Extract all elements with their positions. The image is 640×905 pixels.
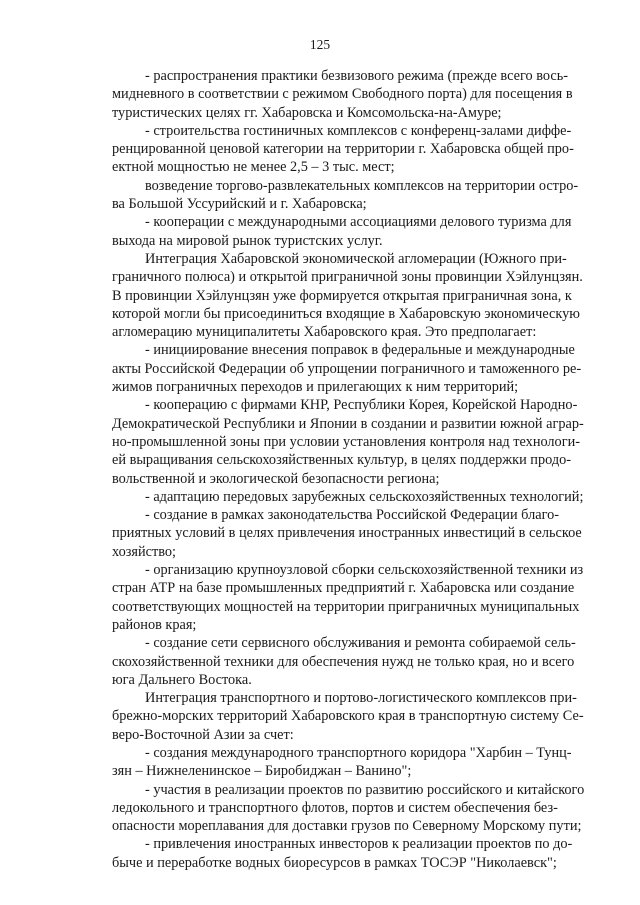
paragraph — [112, 835, 573, 872]
paragraph — [112, 634, 576, 689]
body-text — [112, 67, 585, 872]
text-line: хозяйство; — [112, 543, 176, 560]
text-line: веро-Восточной Азии за счет: — [112, 726, 294, 743]
text-line: быче и переработке водных биоресурсов в рамках ТОСЭР "Николаевск"; — [112, 854, 557, 871]
paragraph — [112, 177, 579, 214]
text-line: ектной мощностью не менее 2,5 – 3 тыс. мест; — [112, 159, 395, 176]
text-line: мидневного в соответствии с режимом Свободного порта) для посещения в — [112, 86, 573, 103]
page-number: 125 — [309, 37, 331, 52]
text-line: граничного полюса) и открытой приграничной зоны провинции Хэйлунцзян. — [112, 269, 583, 286]
paragraph — [112, 122, 574, 177]
text-line: вольственной и экологической безопасности региона; — [112, 470, 440, 487]
text-line: - создание в рамках законодательства Российской Федерации благо- — [145, 507, 559, 524]
text-line: районов края; — [112, 616, 197, 633]
text-line: возведение торгово-развлекательных комплексов на территории остро- — [145, 177, 579, 194]
paragraph — [112, 396, 584, 487]
text-line: жимов пограничных переходов и прилегающих к ним территорий; — [112, 379, 519, 396]
text-line: - создания международного транспортного коридора "Харбин – Тунц- — [145, 744, 572, 761]
text-line: опасности мореплавания для доставки грузов по Северному Морскому пути; — [112, 818, 582, 835]
text-line: - создание сети сервисного обслуживания и ремонта собираемой сель- — [145, 635, 576, 652]
text-line: соответствующих мощностей на территории приграничных муниципальных — [112, 598, 580, 615]
text-line: которой могли бы присоединиться входящие в Хабаровскую экономическую — [112, 305, 580, 322]
text-line: В провинции Хэйлунцзян уже формируется открытая приграничная зона, к — [112, 287, 572, 304]
text-line: ва Большой Уссурийский и г. Хабаровска; — [112, 196, 367, 213]
text-line: - участия в реализации проектов по развитию российского и китайского — [145, 781, 585, 798]
paragraph — [112, 744, 572, 781]
text-line: Интеграция Хабаровской экономической агломерации (Южного при- — [145, 250, 567, 267]
paragraph — [112, 781, 585, 836]
text-line: Демократической Республики и Японии в создании и развитии южной аграр- — [112, 415, 584, 432]
paragraph — [112, 213, 572, 250]
paragraph — [112, 341, 582, 396]
text-line: - привлечения иностранных инвесторов к реализации проектов по до- — [145, 836, 573, 853]
text-line: агломерацию муниципалитеты Хабаровского края. Это предполагает: — [112, 324, 537, 341]
text-line: ренцированной ценовой категории на территории г. Хабаровска общей про- — [112, 141, 574, 158]
paragraph — [112, 506, 582, 561]
text-line: Интеграция транспортного и портово-логистического комплексов при- — [145, 690, 577, 707]
text-line: брежно-морских территорий Хабаровского края в транспортную систему Се- — [112, 708, 584, 725]
text-line: - кооперацию с фирмами КНР, Республики Корея, Корейской Народно- — [145, 397, 578, 414]
text-line: - строительства гостиничных комплексов с конференц-залами диффе- — [145, 122, 572, 139]
text-line: выхода на мировой рынок туристских услуг. — [112, 232, 383, 249]
text-line: - кооперации с международными ассоциациями делового туризма для — [145, 214, 572, 231]
text-line: туристических целях гг. Хабаровска и Комсомольска-на-Амуре; — [112, 104, 502, 121]
text-line: - адаптацию передовых зарубежных сельскохозяйственных технологий; — [145, 488, 584, 505]
text-line: - распространения практики безвизового режима (прежде всего вось- — [145, 68, 568, 84]
text-line: юга Дальнего Востока. — [112, 671, 252, 688]
text-line: ей выращивания сельскохозяйственных культур, в целях поддержки продо- — [112, 452, 572, 469]
text-line: приятных условий в целях привлечения иностранных инвестиций в сельское — [112, 525, 582, 542]
text-line: стран АТР на базе промышленных предприятий г. Хабаровска или создание — [112, 580, 575, 597]
paragraph — [112, 689, 584, 744]
paragraph — [112, 488, 584, 506]
text-line: ледокольного и транспортного флотов, портов и систем обеспечения без- — [112, 799, 558, 816]
text-line: - инициирование внесения поправок в федеральные и международные — [145, 342, 575, 359]
text-line: зян – Нижнеленинское – Биробиджан – Ванино"; — [112, 763, 412, 780]
paragraph — [112, 250, 583, 341]
text-line: но-промышленной зоны при условии установления контроля над технологи- — [112, 433, 580, 450]
text-line: - организацию крупноузловой сборки сельскохозяйственной техники из — [145, 562, 584, 579]
paragraph — [112, 67, 573, 122]
text-line: акты Российской Федерации об упрощении пограничного и таможенного ре- — [112, 360, 582, 377]
text-line: скохозяйственной техники для обеспечения нужд не только края, но и всего — [112, 653, 575, 670]
paragraph — [112, 561, 584, 634]
